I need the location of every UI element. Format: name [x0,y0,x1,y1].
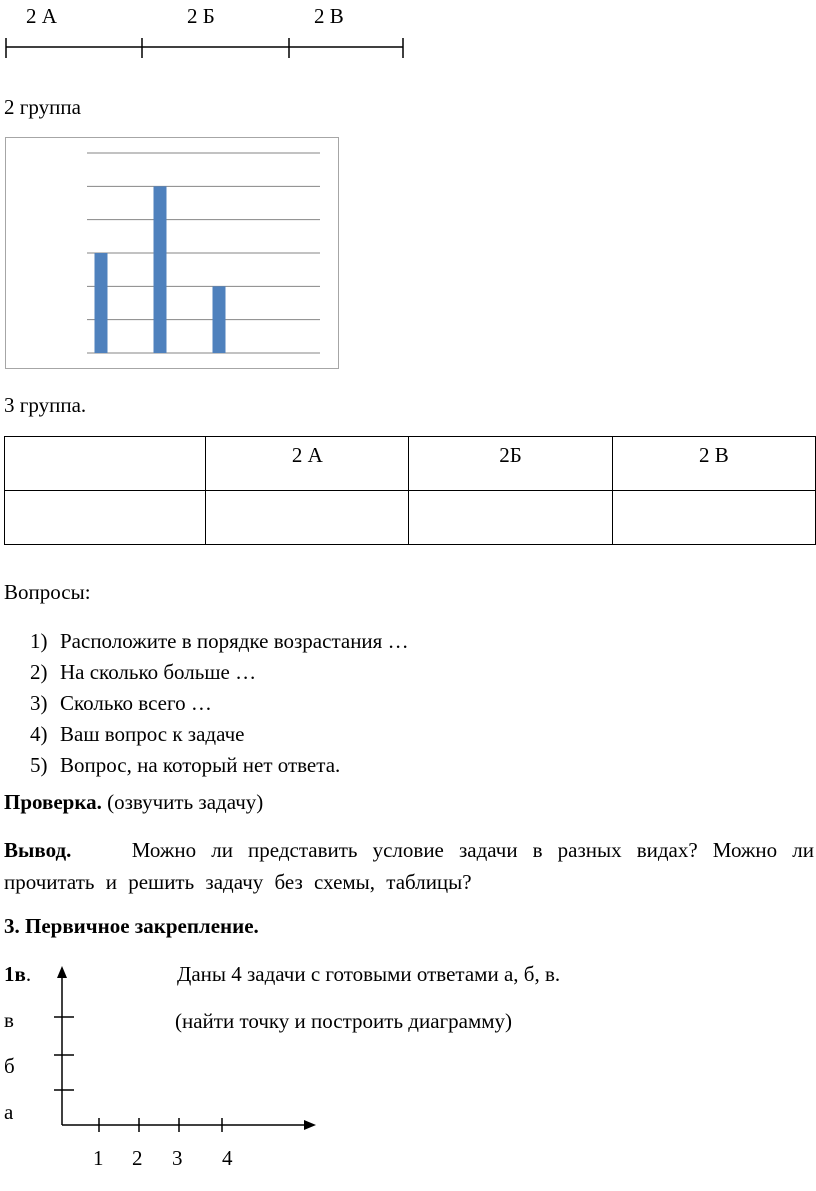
task1-label-dot: . [25,962,32,986]
list-item [30,750,409,781]
y-label-a: а [4,1100,14,1124]
list-item-number: 4) [30,722,48,746]
table-header-cell: 2 В [612,437,815,491]
conclusion-text: Можно ли представить условие задачи в разных видах? Можно ли прочитать и решить задачу без схемы, таблицы? [4,838,814,894]
chart-bar [95,253,108,353]
list-item-text: Расположите в порядке возрастания … [60,629,409,653]
list-item-number: 3) [30,691,48,715]
check-paragraph [4,786,814,818]
segment-label-2a: 2 А [26,4,57,28]
y-axis-arrow [57,966,67,978]
bar-chart-svg [5,137,340,370]
list-item [30,657,409,688]
segment-line [0,36,410,62]
check-text: (озвучить задачу) [101,790,264,814]
table-header-row [5,437,816,491]
group3-title: 3 группа. [4,393,87,417]
table-cell [409,491,612,545]
group2-title: 2 группа [4,95,81,119]
list-item-number: 2) [30,660,48,684]
task1-label-bold: 1в [4,962,26,986]
conclusion-label: Вывод. [4,838,72,862]
y-label-v: в [4,1008,14,1032]
x-label-2: 2 [132,1146,143,1170]
check-label: Проверка. [4,790,102,814]
chart-bar [154,186,167,353]
table-header-cell [5,437,206,491]
section3-number: 3 [4,914,15,938]
list-item-text: Ваш вопрос к задаче [60,722,245,746]
group3-table [4,436,816,545]
questions-list [30,626,409,781]
chart-bar [213,286,226,353]
section3-heading [4,916,259,937]
task1-line2: (найти точку и построить диаграмму) [175,1009,513,1033]
conclusion-paragraph [4,834,814,898]
list-item [30,626,409,657]
list-item-text: На сколько больше … [60,660,257,684]
list-item-number: 5) [30,753,48,777]
list-item [30,688,409,719]
x-label-1: 1 [93,1146,104,1170]
x-label-3: 3 [172,1146,183,1170]
list-item-text: Вопрос, на который нет ответа. [60,753,341,777]
coordinate-axes [0,962,330,1137]
bar-chart [5,137,340,370]
list-item-number: 1) [30,629,48,653]
table-cell [206,491,409,545]
table-cell [612,491,815,545]
segment-label-2b: 2 Б [187,4,215,28]
x-label-4: 4 [222,1146,233,1170]
section3-title: . Первичное закрепление. [14,914,259,938]
y-label-b: б [4,1054,15,1078]
task1-line1: Даны 4 задачи с готовыми ответами а, б, в. [177,962,561,986]
table-header-cell: 2Б [409,437,612,491]
segment-label-2v: 2 В [314,4,344,28]
x-axis-arrow [304,1120,316,1130]
questions-title: Вопросы: [4,580,91,604]
table-header-cell: 2 А [206,437,409,491]
list-item [30,719,409,750]
table-cell [5,491,206,545]
table-row [5,491,816,545]
list-item-text: Сколько всего … [60,691,212,715]
